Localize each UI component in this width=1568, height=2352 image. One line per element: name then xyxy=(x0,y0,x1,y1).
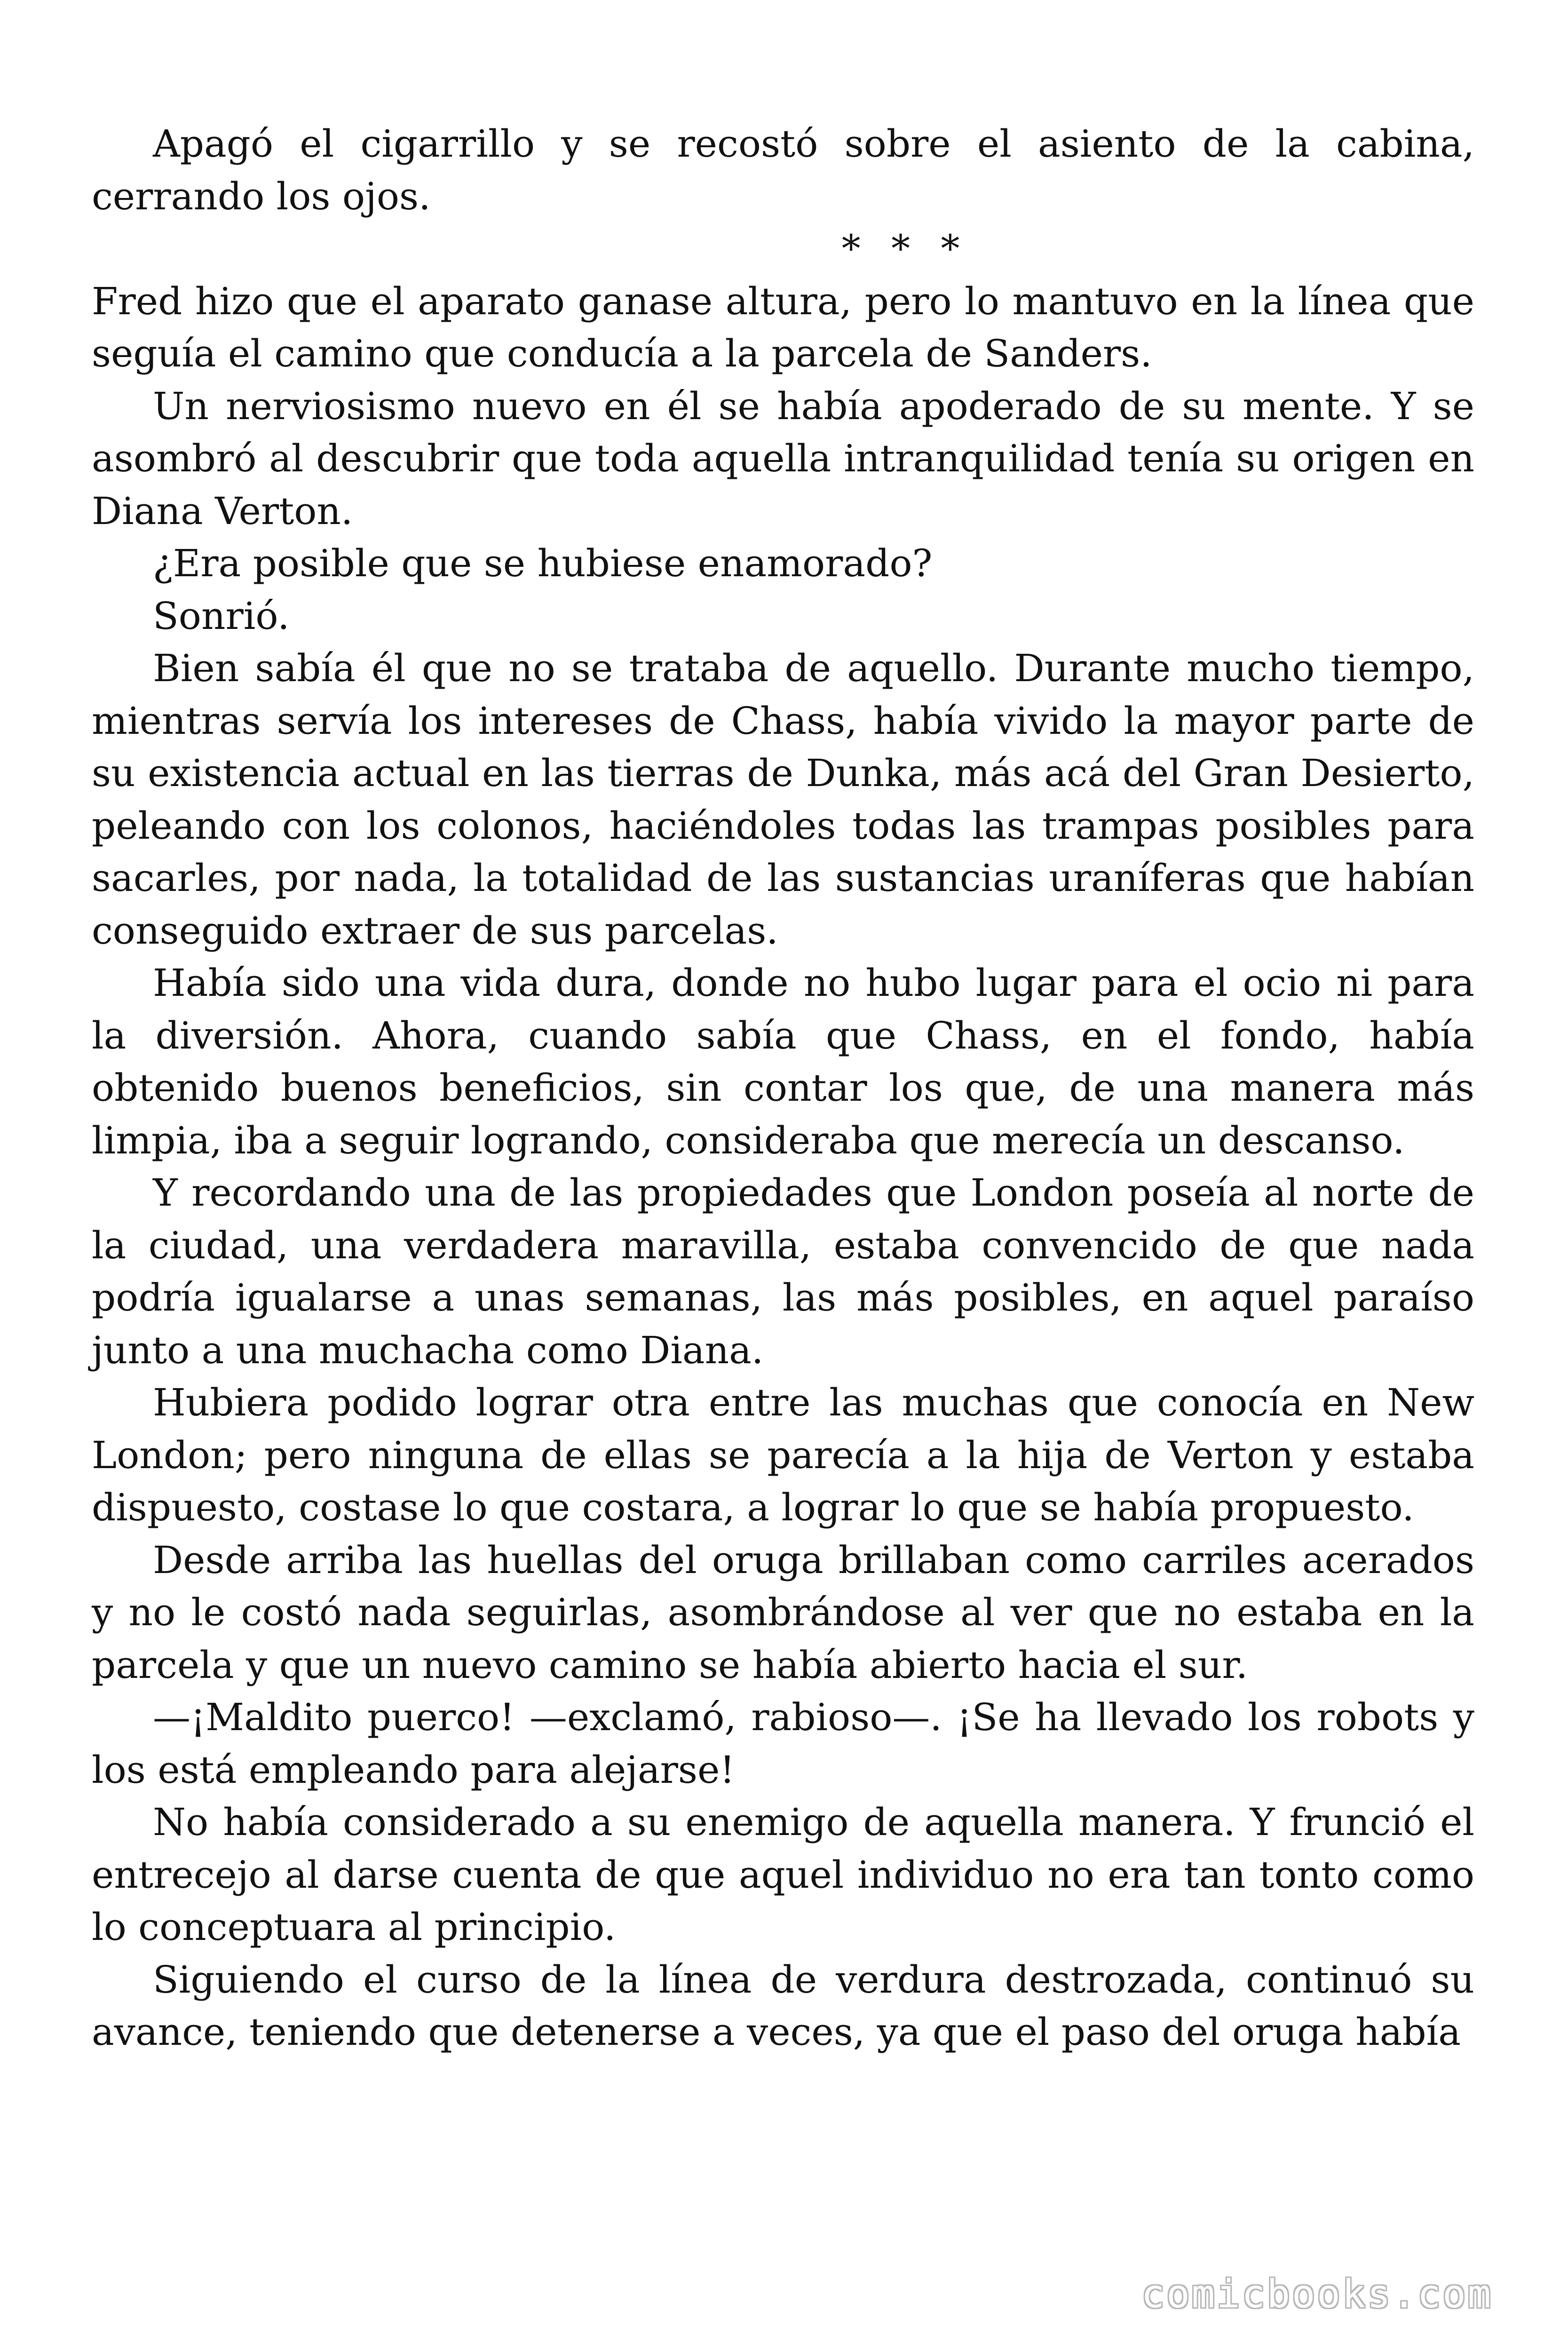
paragraph: Apagó el cigarrillo y se recostó sobre el asiento de la cabina, cerrando los ojos. xyxy=(92,122,1474,218)
body-text xyxy=(92,118,1474,2058)
paragraph: No había considerado a su enemigo de aquella manera. Y frunció el entrecejo al darse cuenta de que aquel individuo no era tan tonto como lo conceptuara al principio. xyxy=(92,1800,1474,1949)
paragraph: Siguiendo el curso de la línea de verdura destrozada, continuó su avance, teniendo que detenerse a veces, ya que el paso del oruga había xyxy=(92,1957,1474,2054)
watermark: comicbooks.com xyxy=(1141,2272,1493,2317)
paragraph: —¡Maldito puerco! —exclamó, rabioso—. ¡Se ha llevado los robots y los está empleando para alejarse! xyxy=(92,1695,1474,1792)
paragraph: Fred hizo que el aparato ganase altura, pero lo mantuvo en la línea que seguía el camino que conducía a la parcela de Sanders. xyxy=(92,279,1474,375)
paragraph: Y recordando una de las propiedades que London poseía al norte de la ciudad, una verdadera maravilla, estaba convencido de que nada podría igualarse a unas semanas, las más posibles, en aquel paraíso junto a una muchacha como Diana. xyxy=(92,1171,1474,1372)
scene-break: * * * xyxy=(841,227,969,270)
paragraph: Desde arriba las huellas del oruga brillaban como carriles acerados y no le costó nada seguirlas, asombrándose al ver que no estaba en la parcela y que un nuevo camino se había abierto hacia el sur. xyxy=(92,1538,1474,1687)
paragraph: Un nerviosismo nuevo en él se había apoderado de su mente. Y se asombró al descubrir que toda aquella intranquilidad tenía su origen en Diana Verton. xyxy=(92,384,1474,533)
paragraph: ¿Era posible que se hubiese enamorado? xyxy=(153,541,933,585)
paragraph: Hubiera podido lograr otra entre las muchas que conocía en New London; pero ninguna de ellas se parecía a la hija de Verton y estaba dispuesto, costase lo que costara, a lograr lo que se había propuesto. xyxy=(92,1381,1474,1529)
paragraph: Bien sabía él que no se trataba de aquello. Durante mucho tiempo, mientras servía los intereses de Chass, había vivido la mayor parte de su existencia actual en las tierras de Dunka, más acá del Gran Desierto, peleando con los colonos, haciéndoles todas las trampas posibles para sacarles, por nada, la totalidad de las sustancias uraníferas que habían conseguido extraer de sus parcelas. xyxy=(92,646,1474,953)
paragraph: Había sido una vida dura, donde no hubo lugar para el ocio ni para la diversión. Ahora, cuando sabía que Chass, en el fondo, había obtenido buenos beneficios, sin contar los que, de una manera más limpia, iba a seguir logrando, consideraba que merecía un descanso. xyxy=(92,961,1474,1162)
paragraph: Sonrió. xyxy=(153,594,290,638)
